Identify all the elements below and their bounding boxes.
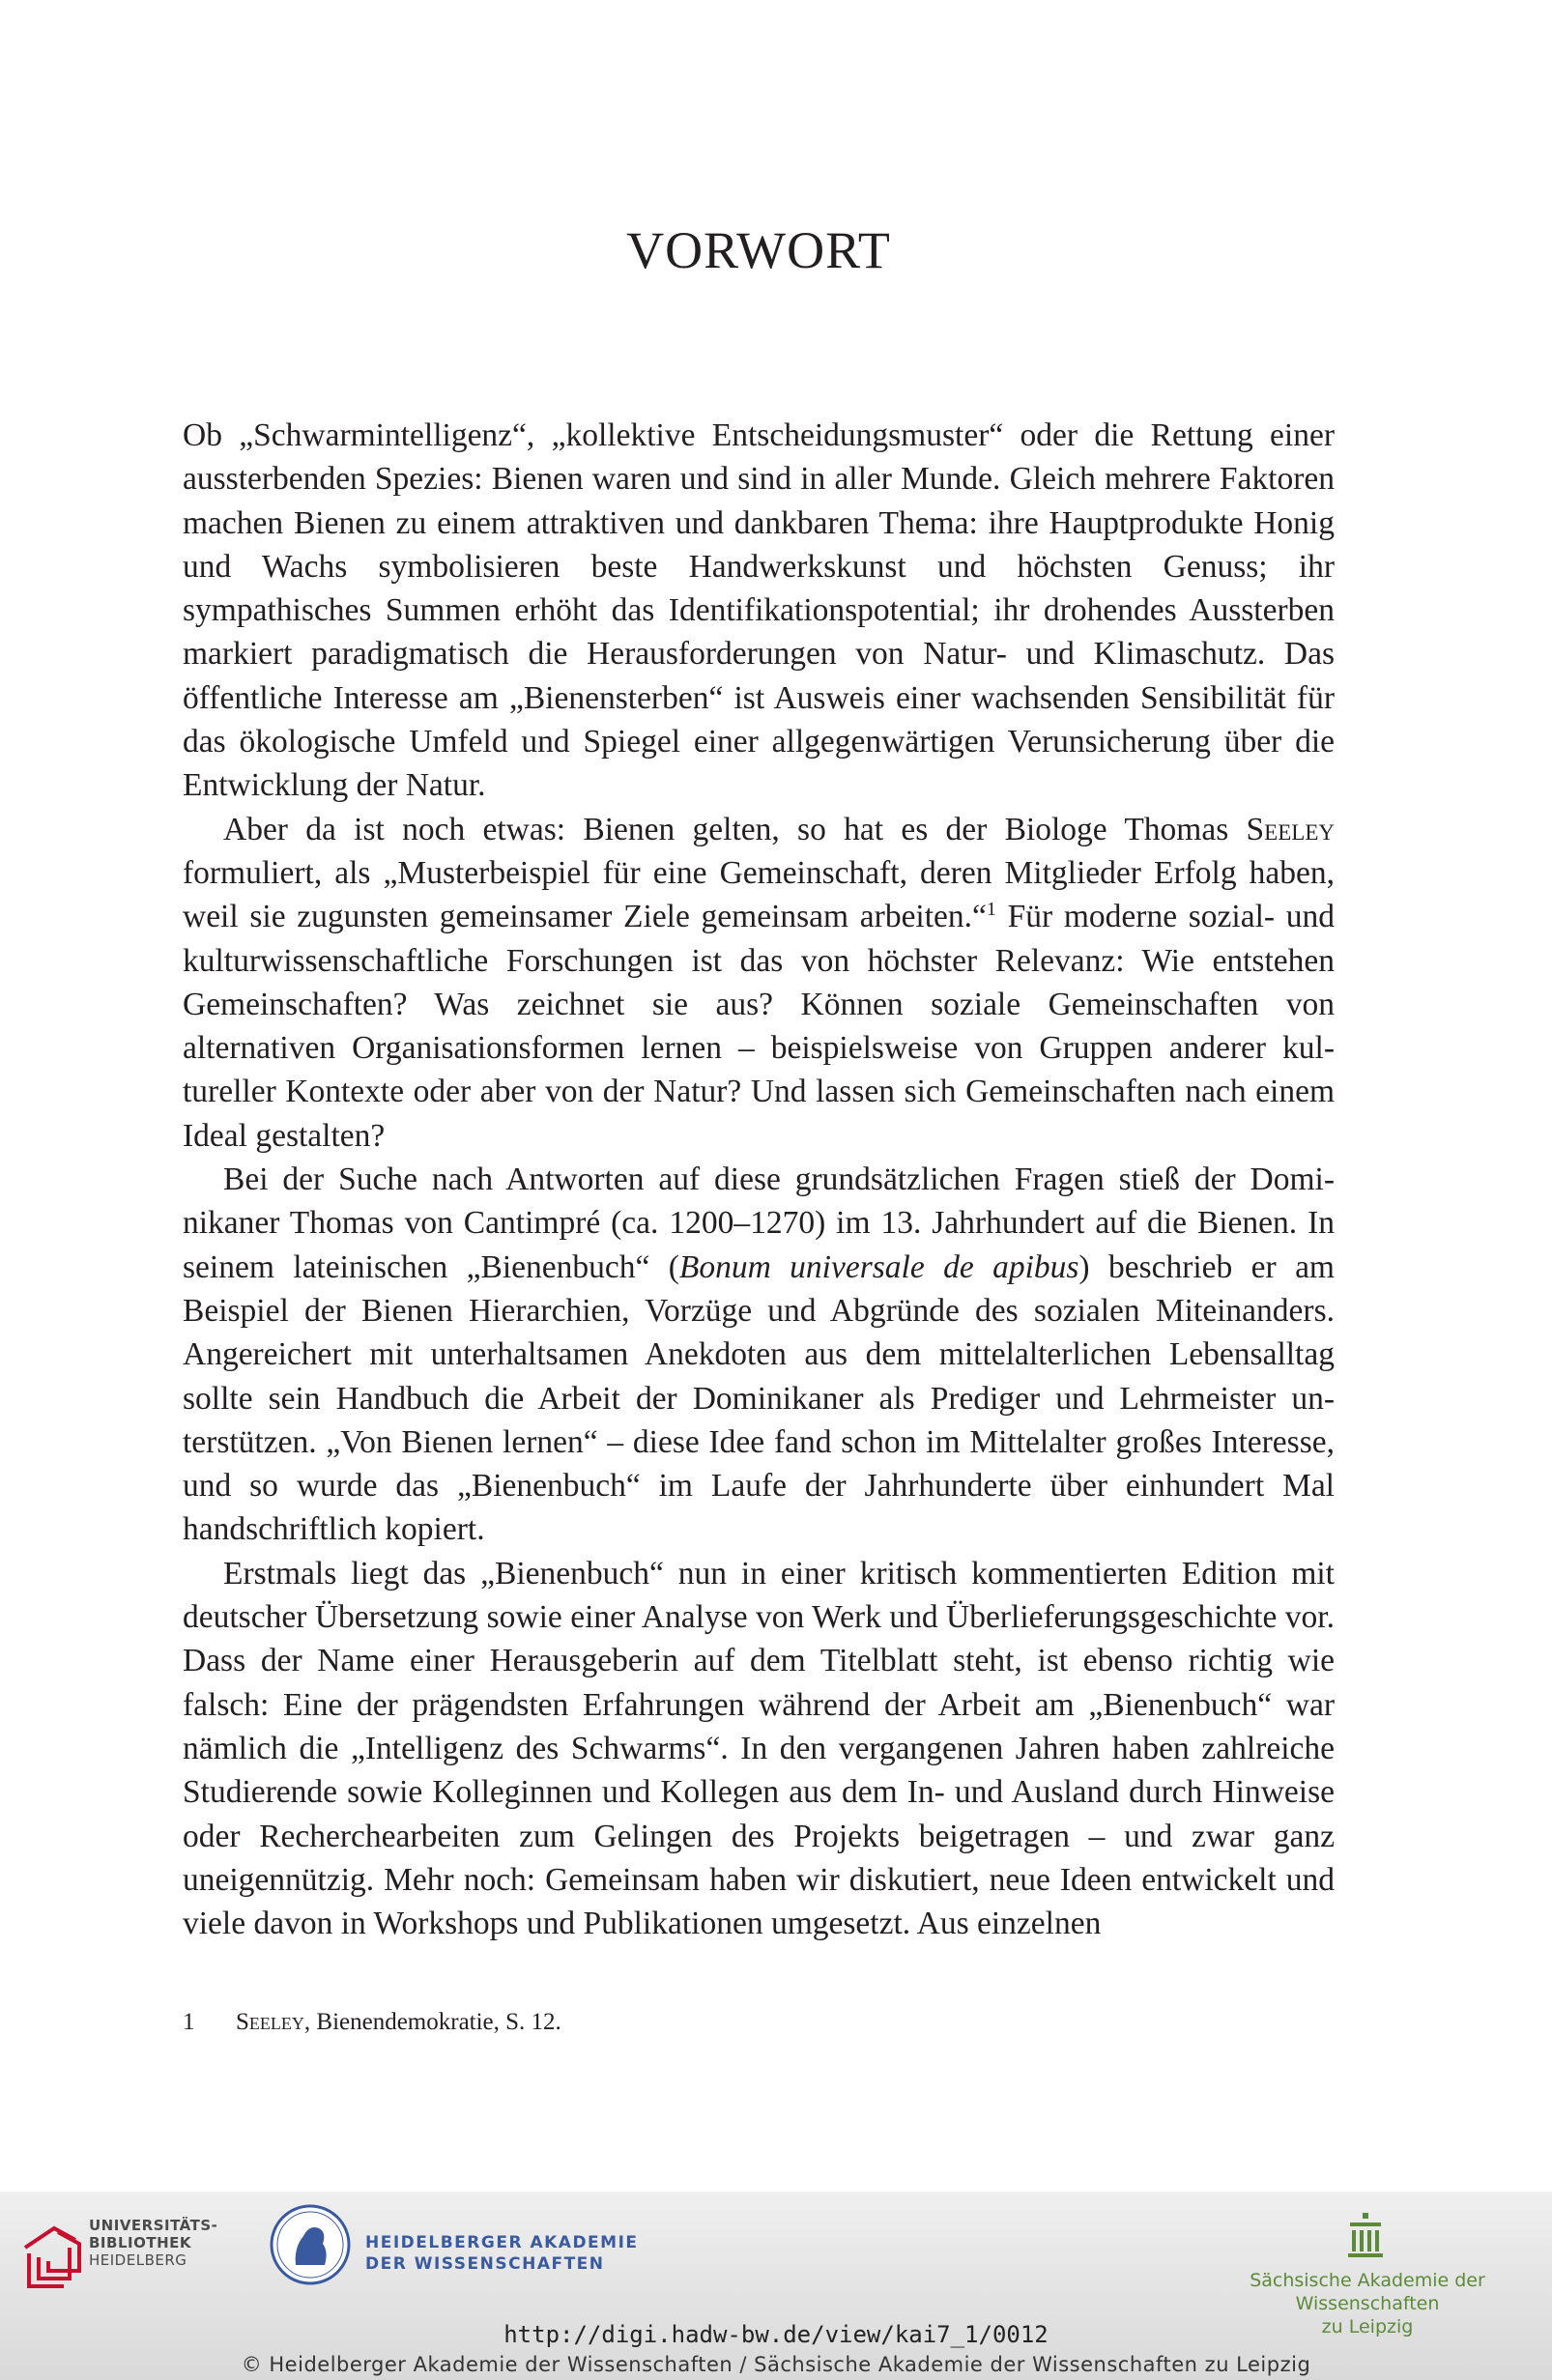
paragraph — [183, 1158, 1335, 1552]
text-run: Ob „Schwarmintelligenz“, „kollektive Entscheidungsmuster“ oder die Rettung einer aussterbenden Spezies: Bienen waren und sind in aller Munde. Gleich mehrere Faktoren machen Bienen zu einem attraktiven und dankbaren Thema: ihre Hauptprodukte Honig und Wachs symbolisieren beste Handwerkskunst und höchsten Genuss; ihr sympathisches Summen erhöht das Identifikationspotential; ihr drohendes Aussterben markiert paradigmatisch die Herausforderungen von Natur- und Klimaschutz. Das öffentliche Interesse am „Bienensterben“ ist Ausweis einer wachsenden Sensibilität für das ökologische Umfeld und Spiegel einer allgegenwärtigen Verunsicherung über die Entwicklung der Natur. — [183, 417, 1335, 804]
paragraph — [183, 414, 1335, 808]
footnote-text: , Bienendemokratie, S. 12. — [303, 2009, 561, 2035]
saw-logo-text: Sächsische Akademie der Wissenschaften zu Leipzig — [1250, 2270, 1485, 2337]
ub-logo-text: UNIVERSITÄTS- BIBLIOTHEK HEIDELBERG — [89, 2217, 218, 2269]
page-title: VORWORT — [626, 221, 891, 279]
footnote-number: 1 — [183, 2009, 195, 2035]
hadw-seal-logo-icon — [267, 2201, 354, 2288]
text-run: ) beschrieb er am Beispiel der Bienen Hierarchien, Vorzüge und Abgründe des sozialen Miteinanders. Angereichert mit unterhaltsamen Anekdoten aus dem mittelalterlichen Lebensalltag sollte sein Handbuch die Arbeit der Dominikaner als Prediger und Lehrmeister unterstützen. „Von Bienen lernen“ – diese Idee fand schon im Mittelalter großes Interesse, und so wurde das „Bienenbuch“ im Laufe der Jahrhunderte über einhundert Mal handschriftlich kopiert. — [183, 1248, 1335, 1548]
text-run: Erstmals liegt das „Bienenbuch“ nun in einer kritisch kommentierten Edition mit deutscher Übersetzung sowie einer Analyse von Werk und Überlieferungsgeschichte vor. Dass der Name einer Herausgeberin auf dem Titelblatt steht, ist ebenso richtig wie falsch: Eine der prägendsten Erfahrungen während der Arbeit am „Bienenbuch“ war nämlich die „Intelligenz des Schwarms“. In den vergangenen Jahren haben zahlreiche Studierende sowie Kolleginnen und Kollegen aus dem In- und Ausland durch Hinweise oder Recherchearbeiten zum Gelingen des Projekts beigetragen – und zwar ganz uneigennützig. Mehr noch: Gemeinsam haben wir diskutiert, neue Ideen entwickelt und viele davon in Workshops und Publikationen umgesetzt. Aus einzelnen — [183, 1555, 1335, 1942]
work-title: Bonum universale de apibus — [678, 1248, 1079, 1285]
footnote-author: Seeley — [236, 2009, 304, 2035]
hadw-logo-text: HEIDELBERGER AKADEMIE DER WISSENSCHAFTEN — [365, 2233, 639, 2274]
paragraph — [183, 1552, 1335, 1946]
copyright-notice: © Heidelberger Akademie der Wissenschaften / Sächsische Akademie der Wissenschaften zu Leipzig — [241, 2353, 1311, 2376]
source-url-link[interactable]: http://digi.hadw-bw.de/view/kai7_1/0012 — [503, 2321, 1049, 2348]
text-run: Für moderne sozial- und kulturwissenschaftliche Forschungen ist das von höchster Relevanz: Wie entstehen Gemeinschaften? Was zeichnet sie aus? Können soziale Gemeinschaften von alternativen Organisationsformen lernen – beispielsweise von Gruppen anderer kultureller Kontexte oder aber von der Natur? Und lassen sich Gemeinschaften nach einem Ideal gestalten? — [183, 899, 1335, 1154]
footer-banner — [0, 2192, 1552, 2380]
footnote-ref: 1 — [986, 899, 996, 921]
saw-leipzig-logo-icon — [1346, 2211, 1385, 2259]
text-run: Bei der Suche nach Antworten auf diese grundsätzlichen Fragen stieß der Dominikaner Thomas von Cantimpré (ca. 1200–1270) im 13. Jahrhundert auf die Bienen. In seinem lateinischen „Bienenbuch“ ( — [183, 1161, 1335, 1285]
paragraph — [183, 808, 1335, 1158]
text-run: formuliert, als „Musterbeispiel für eine Gemeinschaft, deren Mitglieder Erfolg haben, weil sie zugunsten gemeinsamer Ziele gemeinsam arbeiten.“ — [183, 854, 1335, 935]
body-text — [183, 414, 1335, 1945]
text-run: Aber da ist noch etwas: Bienen gelten, so hat es der Biologe Thomas — [223, 811, 1247, 847]
author-name: Seeley — [1246, 811, 1335, 847]
footnote — [183, 2008, 1335, 2037]
